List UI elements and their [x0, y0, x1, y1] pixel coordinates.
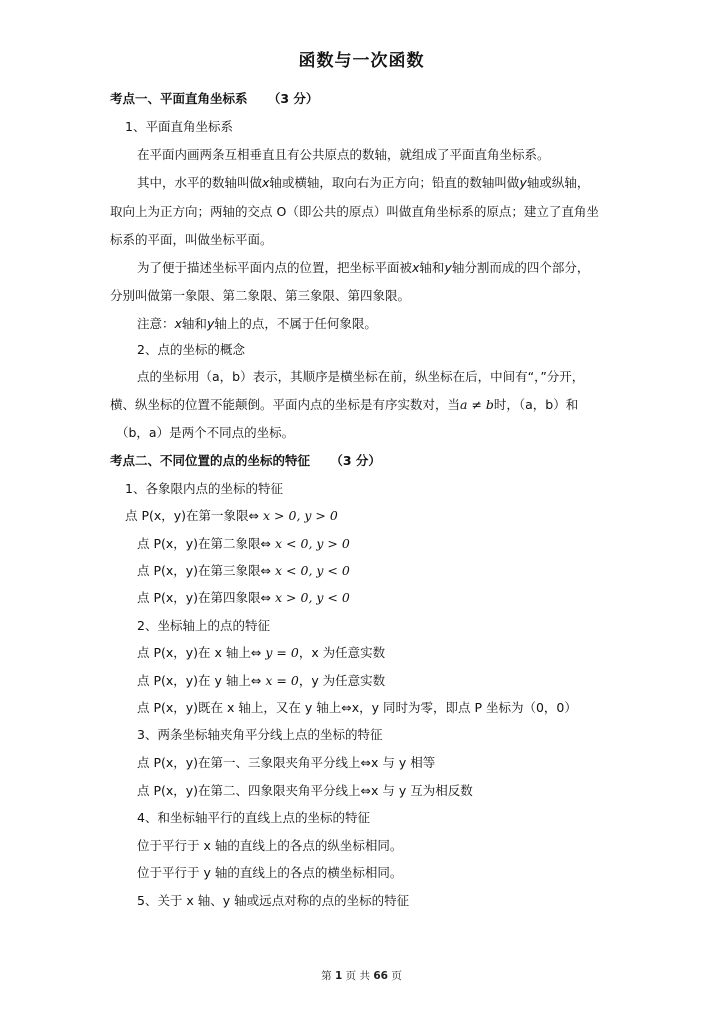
text-span: 时，（a，b）和	[493, 397, 579, 412]
math-condition: x < 0, y > 0	[275, 536, 350, 551]
var-y: y	[206, 316, 215, 331]
parallel-x-rule: 位于平行于 x 轴的直线上的各点的纵坐标相同。	[137, 838, 403, 853]
paragraph-coords-line3: （b，a）是两个不同点的坐标。	[116, 425, 295, 440]
subsection-2-5: 5、关于 x 轴、y 轴或远点对称的点的坐标的特征	[137, 893, 410, 908]
text-span: 点 P(x，y)在第一象限⇔	[125, 508, 260, 523]
paragraph-quadrants-line1	[137, 259, 589, 277]
paragraph-definition: 在平面内画两条互相垂直且有公共原点的数轴，就组成了平面直角坐标系。	[137, 147, 550, 162]
math-condition: x < 0, y < 0	[275, 563, 350, 578]
quadrant-2-rule	[137, 535, 350, 553]
footer-text: 页	[391, 970, 402, 982]
math-inequality: a ≠ b	[460, 397, 494, 412]
page-footer	[0, 968, 723, 983]
math-condition: x > 0, y < 0	[275, 590, 350, 605]
var-x: x	[412, 260, 420, 275]
text-span: 为了便于描述坐标平面内点的位置，把坐标平面被	[137, 260, 413, 275]
paragraph-axes-line2: 取向上为正方向；两轴的交点 O（即公共的原点）叫做直角坐标系的原点；建立了直角坐	[110, 204, 599, 219]
text-span: 点 P(x，y)在 x 轴上⇔	[137, 645, 262, 660]
text-span: 点 P(x，y)在第四象限⇔	[137, 590, 272, 605]
text-span: 点 P(x，y)在第二象限⇔	[137, 536, 272, 551]
var-y: y	[444, 260, 452, 275]
text-span: 轴分割而成的四个部分，	[451, 260, 590, 275]
subsection-1-2: 2、点的坐标的概念	[137, 342, 245, 357]
quadrant-3-rule	[137, 562, 350, 580]
y-axis-rule	[137, 672, 385, 690]
var-y: y	[519, 175, 527, 190]
text-span: 轴或纵轴，	[526, 175, 590, 190]
quadrant-1-rule	[125, 507, 338, 525]
footer-text: 页 共	[345, 970, 371, 982]
text-span: 其中，水平的数轴叫做	[137, 175, 263, 190]
subsection-2-2: 2、坐标轴上的点的特征	[137, 618, 270, 633]
bisector-1-rule: 点 P(x，y)在第一、三象限夹角平分线上⇔x 与 y 相等	[137, 755, 436, 770]
text-span: ，x 为任意实数	[298, 645, 386, 660]
quadrant-4-rule	[137, 589, 350, 607]
page-total: 66	[373, 970, 388, 982]
subsection-2-4: 4、和坐标轴平行的直线上点的坐标的特征	[137, 810, 370, 825]
text-span: ，y 为任意实数	[298, 673, 386, 688]
section-1-title: 考点一、平面直角坐标系	[110, 91, 248, 106]
text-span: 横、纵坐标的位置不能颠倒。平面内点的坐标是有序实数对，当	[110, 397, 461, 412]
text-span: 轴和	[181, 316, 207, 331]
paragraph-axes-line3: 标系的平面，叫做坐标平面。	[110, 232, 273, 247]
section-2-score: （3 分）	[330, 453, 381, 468]
text-span: 点 P(x，y)在 y 轴上⇔	[137, 673, 262, 688]
bisector-2-rule: 点 P(x，y)在第二、四象限夹角平分线上⇔x 与 y 互为相反数	[137, 783, 473, 798]
note-line	[137, 315, 377, 333]
text-span: 注意：	[137, 316, 175, 331]
text-span: 轴或横轴，取向右为正方向；铅直的数轴叫做	[269, 175, 520, 190]
parallel-y-rule: 位于平行于 y 轴的直线上的各点的横坐标相同。	[137, 865, 403, 880]
paragraph-axes-line1	[137, 174, 589, 192]
section-1-score: （3 分）	[267, 91, 319, 106]
var-x: x	[174, 316, 182, 331]
var-x: x	[262, 175, 270, 190]
section-heading-2	[110, 452, 381, 470]
x-axis-rule	[137, 644, 385, 662]
math-condition: x > 0, y > 0	[263, 508, 338, 523]
page-title: 函数与一次函数	[298, 51, 425, 71]
text-span: 轴和	[419, 260, 445, 275]
subsection-1-1: 1、平面直角坐标系	[125, 119, 233, 134]
paragraph-coords-line2	[110, 396, 578, 414]
section-heading-1	[110, 90, 318, 108]
subsection-2-1: 1、各象限内点的坐标的特征	[125, 481, 283, 496]
page-number: 1	[335, 970, 343, 982]
subsection-2-3: 3、两条坐标轴夹角平分线上点的坐标的特征	[137, 727, 383, 742]
footer-text: 第	[321, 970, 332, 982]
text-span: 点 P(x，y)在第三象限⇔	[137, 563, 272, 578]
math-condition: y = 0	[265, 645, 299, 660]
paragraph-quadrants-line2: 分别叫做第一象限、第二象限、第三象限、第四象限。	[110, 288, 411, 303]
text-span: 轴上的点，不属于任何象限。	[214, 316, 377, 331]
math-condition: x = 0	[265, 673, 299, 688]
paragraph-coords-line1: 点的坐标用（a，b）表示，其顺序是横坐标在前，纵坐标在后，中间有“，”分开，	[137, 369, 585, 384]
origin-rule: 点 P(x，y)既在 x 轴上，又在 y 轴上⇔x，y 同时为零，即点 P 坐标为（0，0）	[137, 700, 577, 715]
section-2-title: 考点二、不同位置的点的坐标的特征	[110, 453, 311, 468]
